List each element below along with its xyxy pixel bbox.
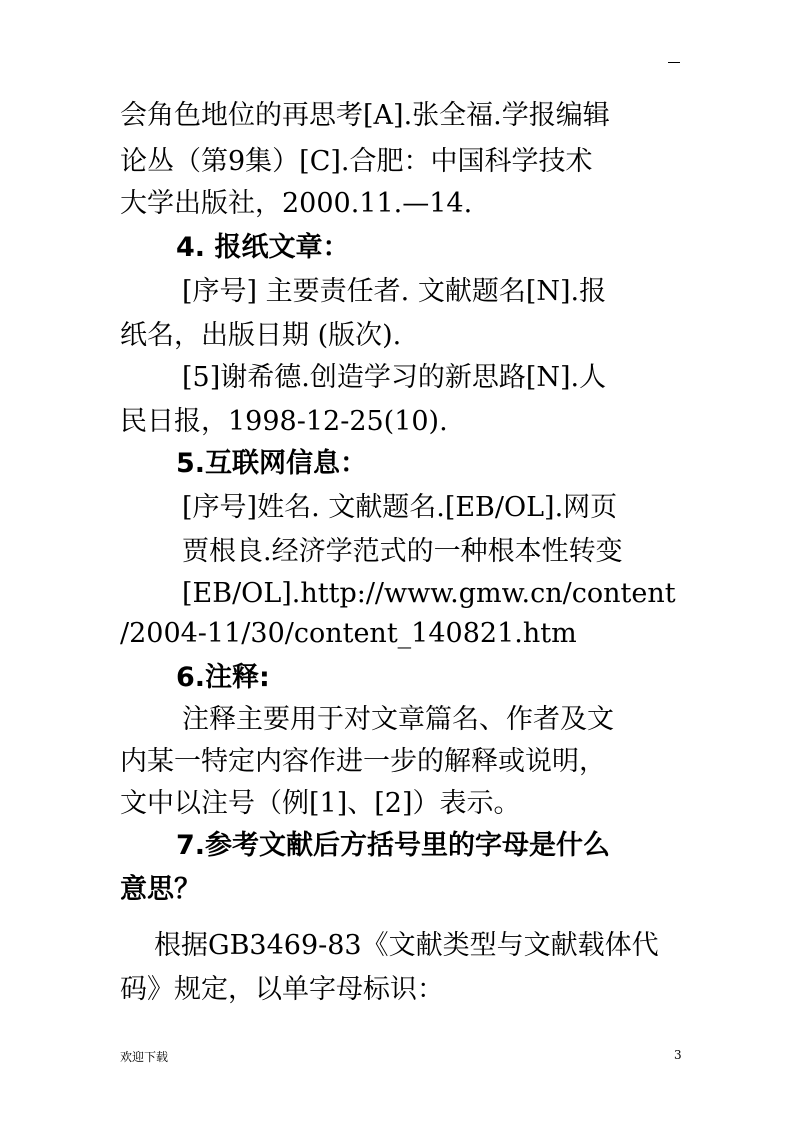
footer-note: 欢迎下载 [120,1050,169,1064]
text-line: 根据GB3469-83《文献类型与文献载体代 [154,930,659,961]
section-heading: 意思？ [120,874,201,905]
text-line: 注释主要用于对文章篇名、作者及文 [182,704,614,735]
text-line: 贾根良.经济学范式的一种根本性转变 [182,536,623,567]
text-line: 文中以注号（例[1]、[2]）表示。 [120,788,521,819]
text-line: 民日报，1998-12-25(10). [120,406,448,437]
text-line: 大学出版社，2000.11.—14. [120,188,473,219]
text-line: [5]谢希德.创造学习的新思路[N].人 [182,362,607,393]
text-line: 码》规定，以单字母标识： [120,974,444,1005]
text-line: [序号]姓名. 文献题名.[EB/OL].网页 [182,492,618,523]
text-line: 内某一特定内容作进一步的解释或说明， [120,746,606,777]
header-rule [668,62,680,63]
text-line: 会角色地位的再思考[A].张全福.学报编辑 [120,100,610,131]
text-line: [EB/OL].http://www.gmw.cn/content [182,578,676,609]
section-heading: 6.注释: [176,662,270,693]
page-number: 3 [674,1048,682,1062]
text-line: /2004-11/30/content_140821.htm [120,618,577,649]
text-line: 论丛（第9集）[C].合肥：中国科学技术 [120,146,593,177]
text-line: 纸名，出版日期 (版次). [120,320,402,351]
text-line: [序号] 主要责任者. 文献题名[N].报 [182,276,607,307]
section-heading: 5.互联网信息： [176,448,368,479]
section-heading: 4. 报纸文章： [176,232,350,263]
section-heading: 7.参考文献后方括号里的字母是什么 [176,830,611,861]
